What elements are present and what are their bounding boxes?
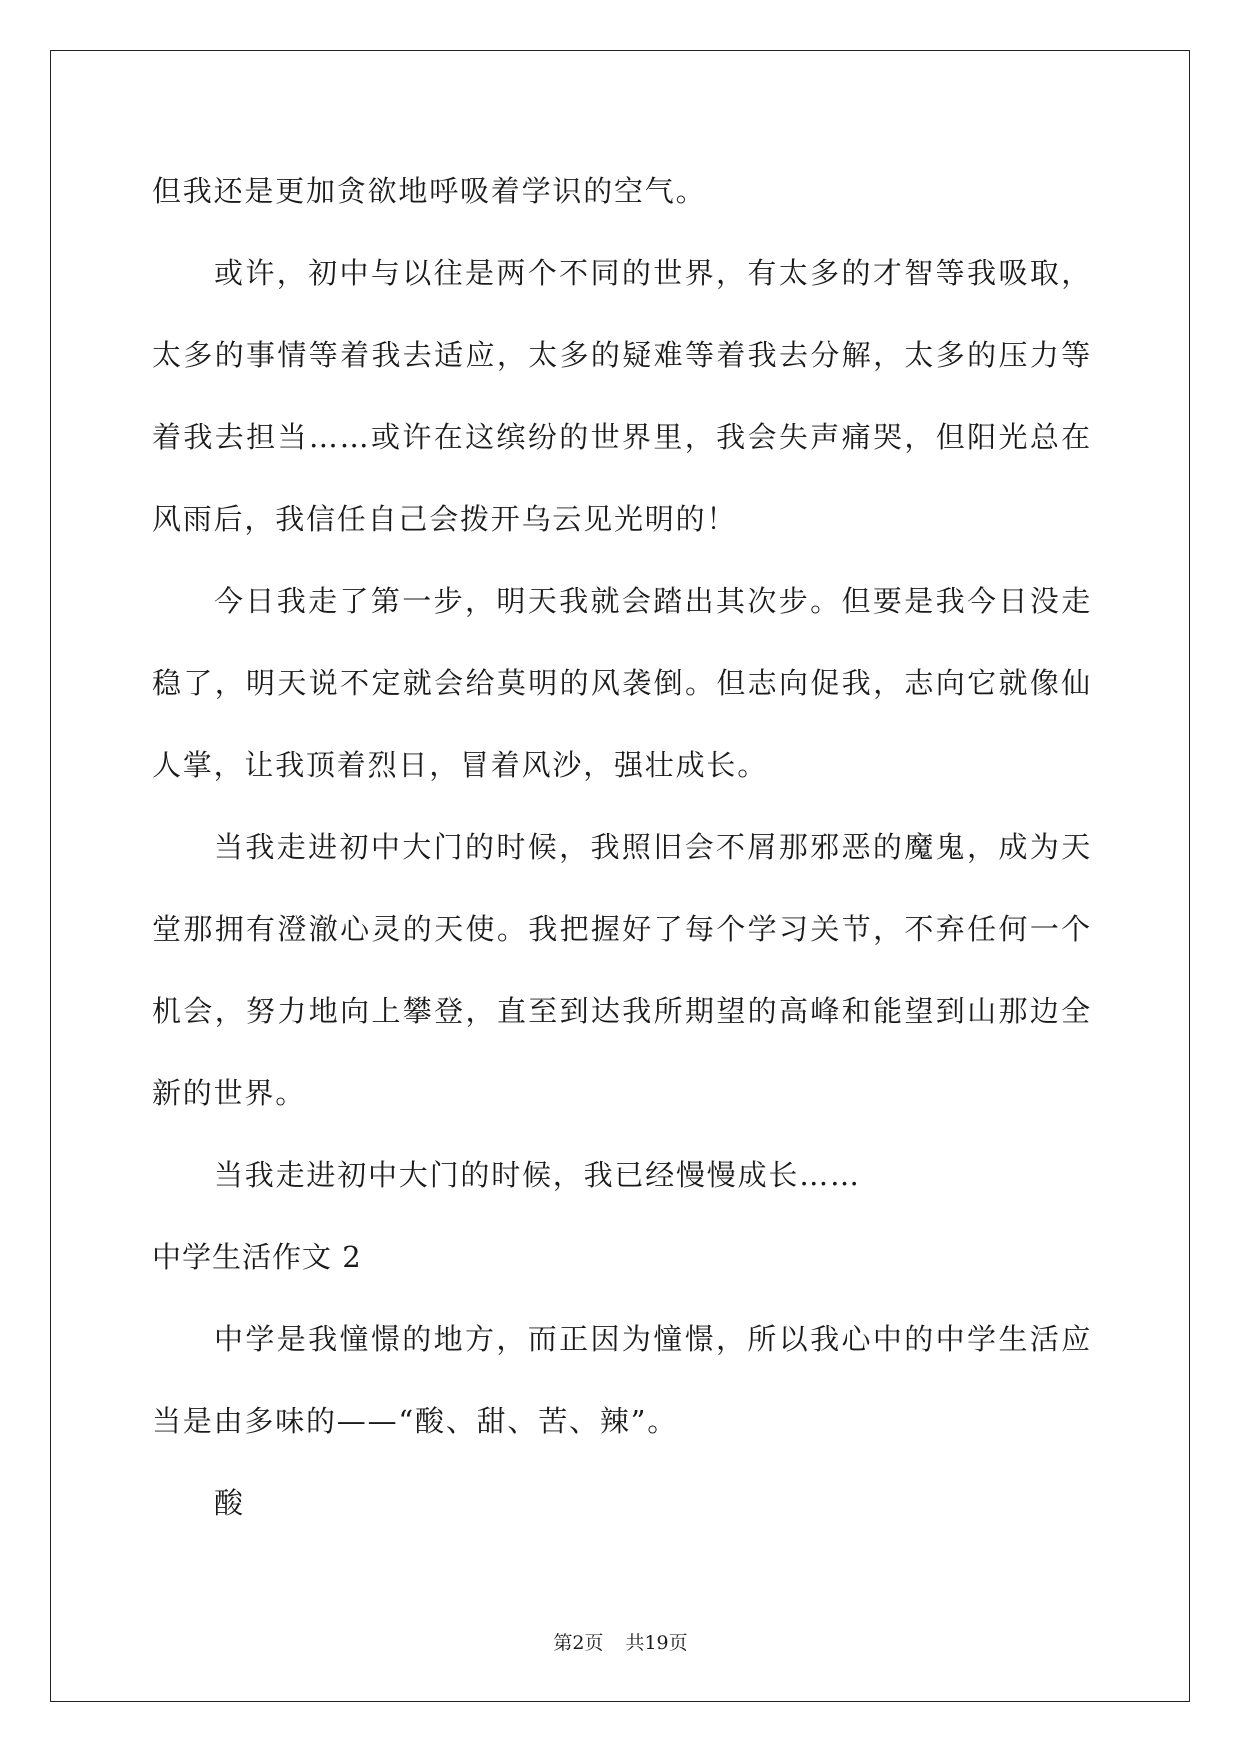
text-line: 当我走进初中大门的时候，我照旧会不屑那邪恶的魔鬼，成为天 [214,830,1092,864]
document-body [152,150,1092,1544]
text-line: 太多的事情等着我去适应，太多的疑难等着我去分解，太多的压力等 [152,338,1092,372]
text-line: 堂那拥有澄澈心灵的天使。我把握好了每个学习关节，不弃任何一个 [152,912,1092,946]
current-page-number: 第2页 [553,1632,604,1654]
text-line: 稳了，明天说不定就会给莫明的风袭倒。但志向促我，志向它就像仙 [152,666,1092,700]
text-line: 酸 [214,1486,245,1520]
text-line: 人掌，让我顶着烈日，冒着风沙，强壮成长。 [152,748,769,782]
text-line: 新的世界。 [152,1076,307,1110]
section-heading: 中学生活作文 2 [152,1240,362,1274]
text-line: 或许，初中与以往是两个不同的世界，有太多的才智等我吸取， [214,256,1092,290]
text-line: 当我走进初中大门的时候，我已经慢慢成长…… [214,1158,861,1192]
text-line: 机会，努力地向上攀登，直至到达我所期望的高峰和能望到山那边全 [152,994,1092,1028]
text-line: 今日我走了第一步，明天我就会踏出其次步。但要是我今日没走 [214,584,1092,618]
page-footer [0,1628,1241,1655]
text-line: 但我还是更加贪欲地呼吸着学识的空气。 [152,174,707,208]
text-line: 当是由多味的——“酸、甜、苦、辣”。 [152,1404,679,1438]
total-page-count: 共19页 [625,1632,688,1654]
text-line: 风雨后，我信任自己会拨开乌云见光明的！ [152,502,738,536]
text-line: 中学是我憧憬的地方，而正因为憧憬，所以我心中的中学生活应 [214,1322,1092,1356]
text-line: 着我去担当……或许在这缤纷的世界里，我会失声痛哭，但阳光总在 [152,420,1092,454]
